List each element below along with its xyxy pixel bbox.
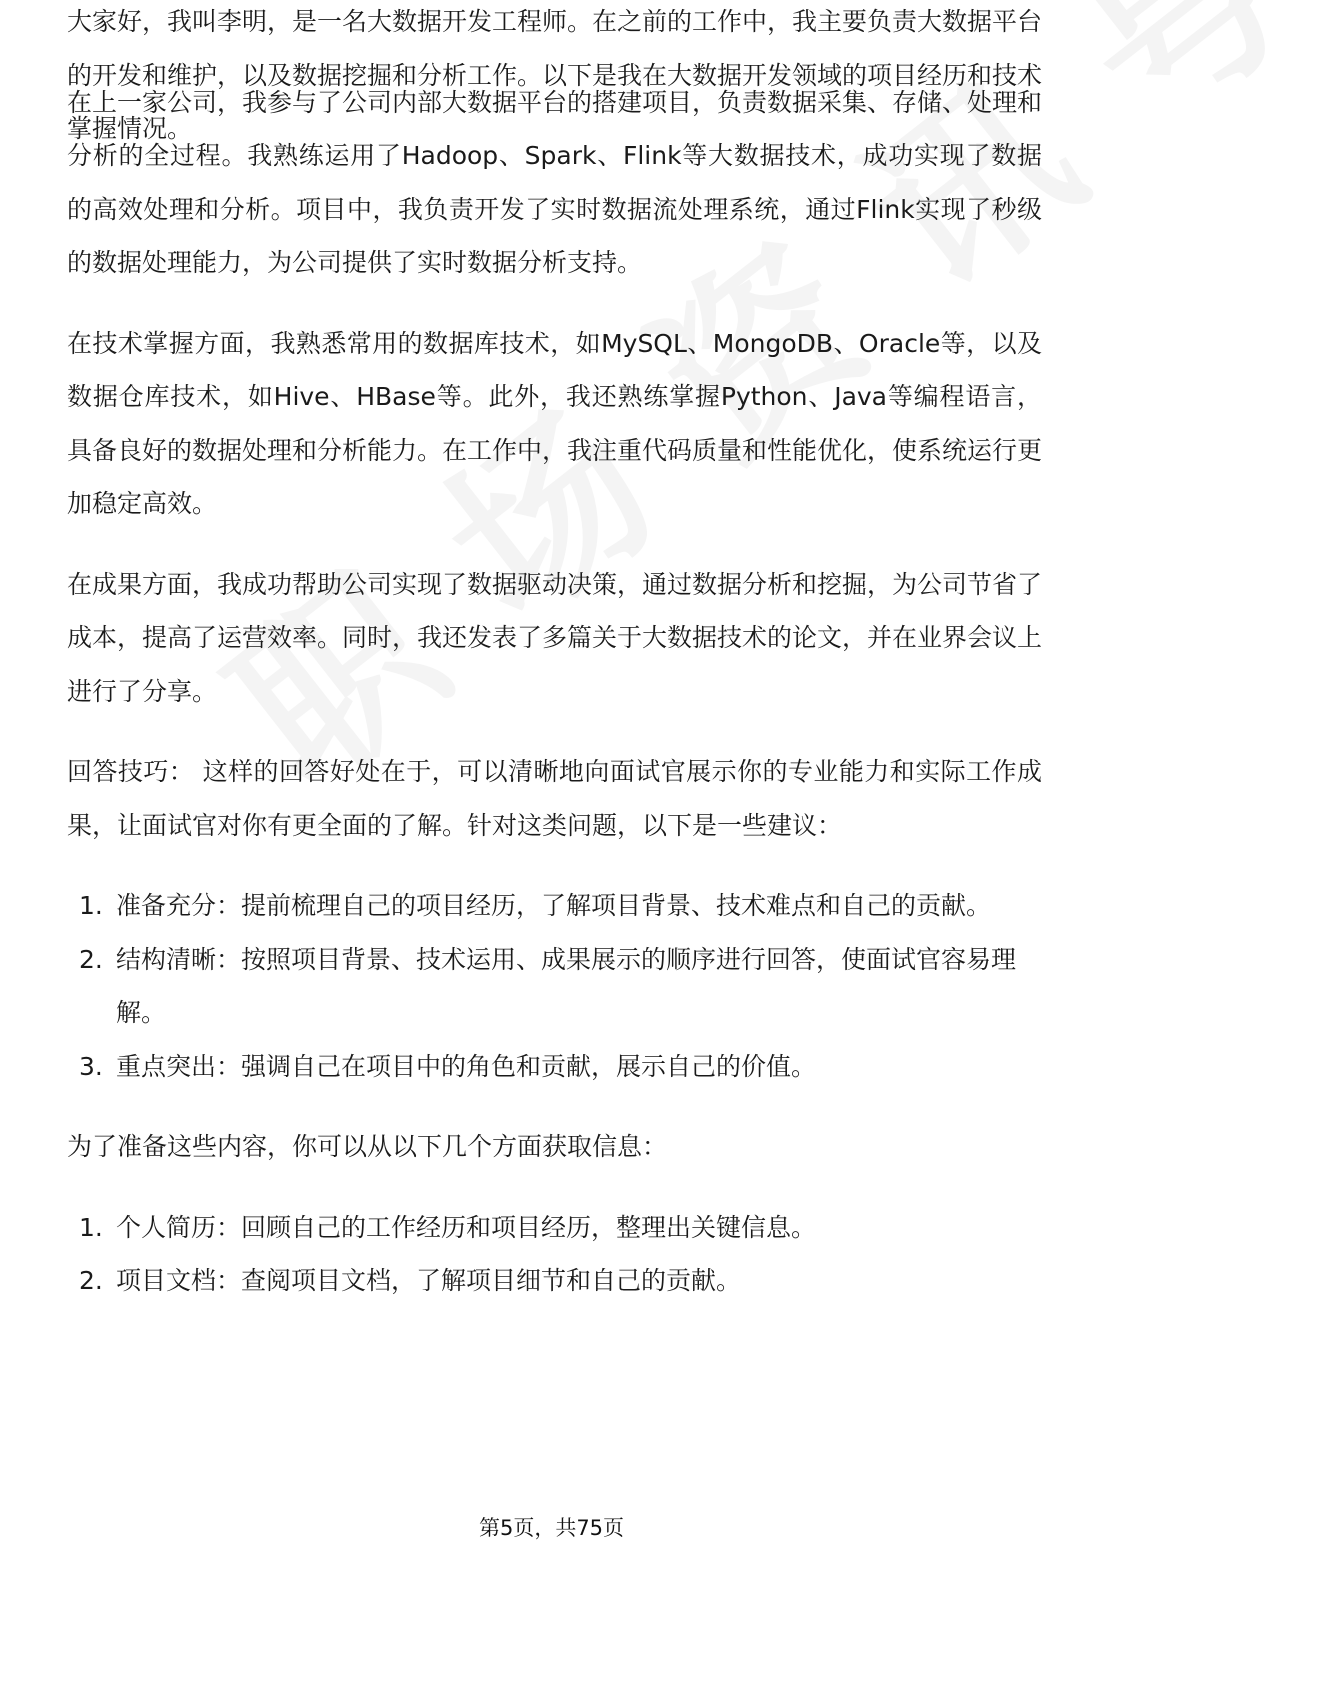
tips-paragraph: 回答技巧： 这样的回答好处在于，可以清晰地向面试官展示你的专业能力和实际工作成果，让面试官对你有更全面的了解。针对这类问题，以下是一些建议： bbox=[67, 757, 1042, 840]
tips-list bbox=[67, 879, 1042, 1093]
list-number: 2. bbox=[79, 944, 103, 974]
list-number: 1. bbox=[79, 1212, 103, 1242]
list-item-text: 个人简历：回顾自己的工作经历和项目经历，整理出关键信息。 bbox=[116, 1212, 817, 1242]
project-paragraph: 在上一家公司，我参与了公司内部大数据平台的搭建项目，负责数据采集、存储、处理和分析的全过程。我熟练运用了Hadoop、Spark、Flink等大数据技术，成功实现了数据的高效处理和分析。项目中，我负责开发了实时数据流处理系统，通过Flink实现了秒级的数据处理能力，为公司提供了实时数据分析支持。 bbox=[67, 87, 1043, 277]
list-item-text: 项目文档：查阅项目文档，了解项目细节和自己的贡献。 bbox=[116, 1266, 742, 1295]
list-item-text: 结构清晰：按照项目背景、技术运用、成果展示的顺序进行回答，使面试官容易理解。 bbox=[116, 944, 1017, 1027]
sources-paragraph: 为了准备这些内容，你可以从以下几个方面获取信息： bbox=[67, 1132, 668, 1161]
list-item bbox=[67, 1201, 1042, 1255]
document-body bbox=[67, 7, 1043, 1335]
list-item-text: 重点突出：强调自己在项目中的角色和贡献，展示自己的价值。 bbox=[116, 1051, 817, 1081]
list-item bbox=[67, 1254, 1042, 1308]
list-item bbox=[67, 879, 1042, 933]
list-number: 2. bbox=[79, 1266, 103, 1295]
intro-cut-line: 大家好，我叫李明，是一名大数据开发工程师。在之前的工作中，我主要负责大数据平台的开发和维护，以及数据挖掘和分析工作。以下是我在大数据开发领域的项目经历和技术掌握情况。 bbox=[67, 7, 1043, 143]
intro-paragraph bbox=[67, 0, 1043, 143]
list-item-text: 准备充分：提前梳理自己的项目经历，了解项目背景、技术难点和自己的贡献。 bbox=[116, 891, 992, 920]
page-footer: 第5页，共75页 bbox=[478, 1516, 625, 1540]
sources-list bbox=[67, 1201, 1042, 1308]
list-item bbox=[67, 933, 1042, 1040]
results-paragraph: 在成果方面，我成功帮助公司实现了数据驱动决策，通过数据分析和挖掘，为公司节省了成本，提高了运营效率。同时，我还发表了多篇关于大数据技术的论文，并在业界会议上进行了分享。 bbox=[67, 569, 1043, 706]
list-number: 3. bbox=[79, 1051, 103, 1081]
skills-paragraph: 在技术掌握方面，我熟悉常用的数据库技术，如MySQL、MongoDB、Oracle等，以及数据仓库技术，如Hive、HBase等。此外，我还熟练掌握Python、Java等编程语言，具备良好的数据处理和分析能力。在工作中，我注重代码质量和性能优化，使系统运行更加稳定高效。 bbox=[67, 328, 1043, 518]
list-item bbox=[67, 1040, 1042, 1094]
list-number: 1. bbox=[79, 891, 103, 920]
